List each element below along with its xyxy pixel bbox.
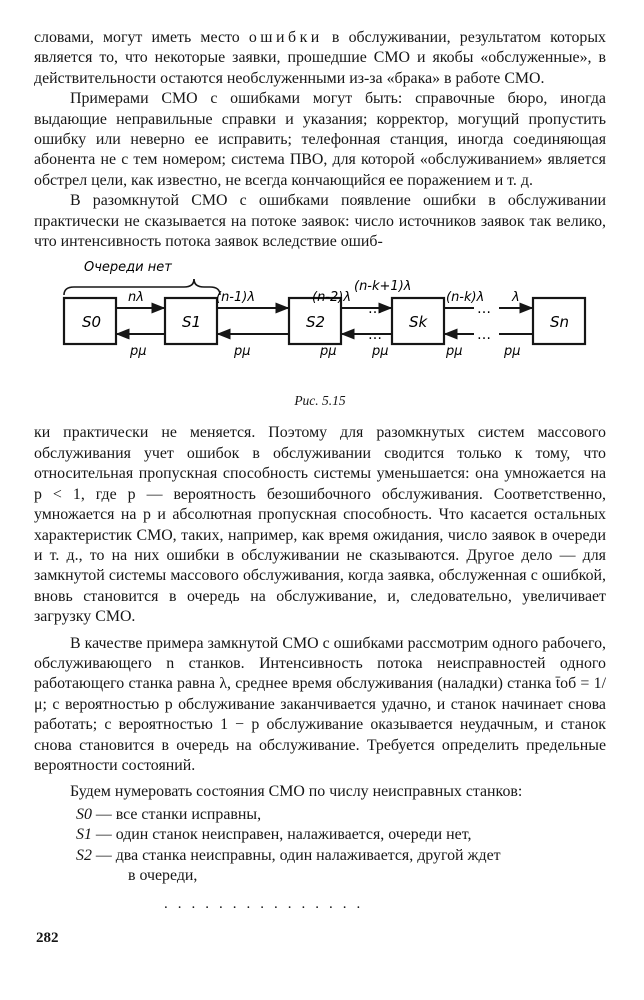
page-body xyxy=(34,28,606,914)
page-number: 282 xyxy=(36,930,59,946)
ellipsis-forward-a: … xyxy=(368,301,382,318)
paragraph-numbering: Будем нумеровать состояния СМО по числу неисправных станков: xyxy=(70,783,523,801)
state-label-s1: S1 xyxy=(182,313,202,332)
paragraph-open-smo: В разомкнутой СМО с ошибками появление ошибки в обслуживании практически не сказывается на потоке заявок: число источников заявок так велико, что интенсивность потока заявок вследствие ошиб- xyxy=(34,192,606,251)
list-text: — два станка неисправны, один налаживается, другой ждет xyxy=(91,846,501,864)
text-fragment: в обслуживании, результатом которых является то, что некоторые заявки, прошедшие СМО и якобы «обслуженные», в действительности остаются необслуженными из-за «брака» в работе СМО. xyxy=(34,29,606,87)
rate-label-forward-2: (n-2)λ xyxy=(312,290,352,306)
rate-label-forward-0: nλ xyxy=(128,290,144,306)
paragraph-examples: Примерами СМО с ошибками могут быть: справочные бюро, иногда выдающие неправильные справки и указания; корректор, могущий пропустить ошибку или неверно ее исправить; телефонная станция, иногда соединяющая абонента не с тем номером; система ПВО, для которой «обслуживанием» является обстрел цели, как известно, не всегда кончающийся ее поражением и т. д. xyxy=(34,90,606,189)
state-label-s2: S2 xyxy=(306,313,326,332)
paragraph-closed-smo: В качестве примера замкнутой СМО с ошибками рассмотрим одного рабочего, обслуживающего n станков. Интенсивность потока неисправностей одного работающего станка равна λ, среднее время обслуживания (наладки) станка t̄об = 1/μ; с вероятностью p обслуживание заканчивается удачно, и станок начинает снова работать; с вероятностью 1 − p обслуживание оказывается неудачным, и станок снова становится в очередь на обслуживание. Требуется определить предельные вероятности состояний. xyxy=(34,634,606,774)
rate-label-back-5: pμ xyxy=(446,344,463,360)
state-label-sn: Sn xyxy=(550,313,570,332)
list-item xyxy=(76,805,606,825)
rate-label-forward-1: (n-1)λ xyxy=(216,290,256,306)
rate-label-back-0: pμ xyxy=(130,344,147,360)
state-label-sk: Sk xyxy=(409,313,428,332)
figure-state-graph xyxy=(34,257,606,393)
ellipsis-dots: ............... xyxy=(164,896,371,913)
list-symbol: S2 xyxy=(76,846,92,864)
list-symbol: S0 xyxy=(76,805,92,823)
text-fragment: словами, могут иметь место xyxy=(34,29,249,46)
rate-label-back-2: pμ xyxy=(320,344,337,360)
rate-label-back-4: pμ xyxy=(504,344,521,360)
state-list xyxy=(76,805,606,887)
list-item xyxy=(76,825,606,845)
list-text: — все станки исправны, xyxy=(91,805,262,823)
ellipsis-back-b: … xyxy=(477,327,491,344)
ellipsis-forward-b: … xyxy=(477,301,491,318)
list-symbol: S1 xyxy=(76,826,92,844)
figure-caption: Рис. 5.15 xyxy=(294,393,346,409)
ellipsis-back-a: … xyxy=(368,327,382,344)
rate-label-forward-3: (n-k+1)λ xyxy=(354,279,412,295)
list-item xyxy=(76,846,606,866)
rate-label-forward-5: λ xyxy=(512,290,520,306)
rate-label-back-1: pμ xyxy=(234,344,251,360)
state-graph-svg xyxy=(34,257,606,393)
bracket-label: Очереди нет xyxy=(84,260,172,276)
top-paragraph xyxy=(34,28,606,89)
spaced-word: ошибки xyxy=(248,29,323,46)
state-label-s0: S0 xyxy=(82,313,102,332)
rate-label-forward-4: (n-k)λ xyxy=(446,290,485,306)
list-text: — один станок неисправен, налаживается, очереди нет, xyxy=(91,826,472,844)
list-continuation: в очереди, xyxy=(128,867,198,884)
rate-label-back-3: pμ xyxy=(372,344,389,360)
paragraph-continued: ки практически не меняется. Поэтому для разомкнутых систем массового обслуживания учет ошибок в обслуживании сводится только к тому, что относительная пропускная способность системы уменьшается: она умножается на p < 1, где p — вероятность безошибочного обслуживания. Соответственно, умножается на p и абсолютная пропускная способность. Что касается остальных характеристик СМО, таких, например, как время ожидания, число заявок в очереди и т. д., то на них ошибки в обслуживании не сказываются. Другое дело — для замкнутой системы массового обслуживания, когда заявка, обслуженная с ошибкой, вновь становится в очередь на обслуживание, и, следовательно, увеличивает загрузку СМО. xyxy=(34,424,606,626)
